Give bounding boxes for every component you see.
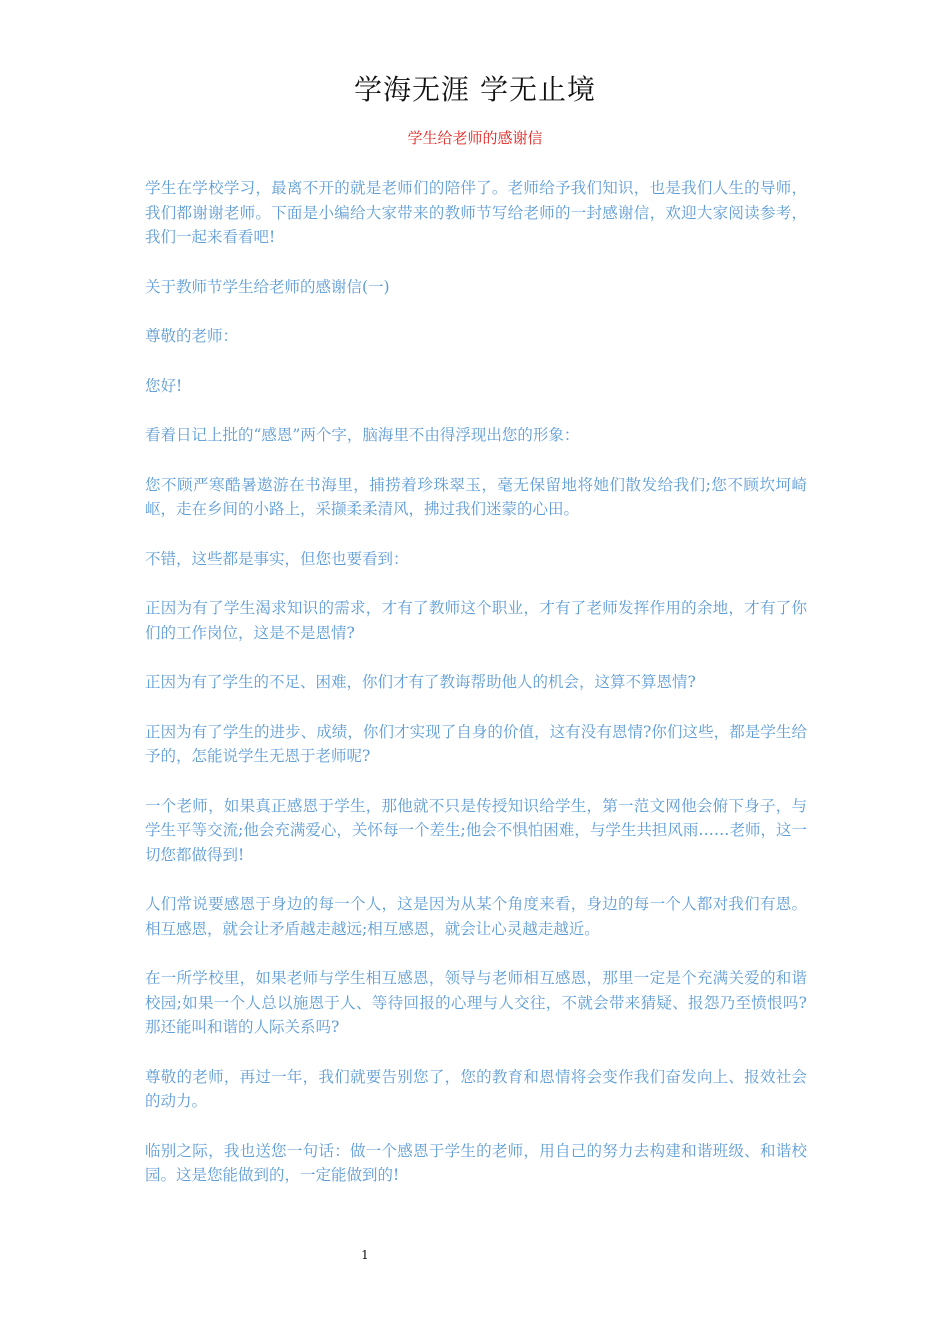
paragraph: 一个老师，如果真正感恩于学生，那他就不只是传授知识给学生，第一范文网他会俯下身子，与学生平等交流;他会充满爱心，关怀每一个差生;他会不惧怕困难，与学生共担风雨……老师，这一切您都做得到!: [145, 796, 807, 864]
paragraph: 您不顾严寒酷暑遨游在书海里，捕捞着珍珠翠玉，毫无保留地将她们散发给我们;您不顾坎坷崎岖，走在乡间的小路上，采撷柔柔清风，拂过我们迷蒙的心田。: [145, 475, 807, 518]
paragraph: 尊敬的老师，再过一年，我们就要告别您了，您的教育和恩情将会变作我们奋发向上、报效社会的动力。: [145, 1067, 807, 1110]
paragraph: 临别之际，我也送您一句话：做一个感恩于学生的老师，用自己的努力去构建和谐班级、和谐校园。这是您能做到的，一定能做到的!: [145, 1141, 807, 1184]
document-body: [145, 176, 807, 1213]
paragraph: 看着日记上批的“感恩”两个字，脑海里不由得浮现出您的形象：: [145, 426, 580, 444]
paragraph: 尊敬的老师：: [145, 327, 239, 345]
header-title: 学海无涯 学无止境: [354, 73, 596, 106]
paragraph: 正因为有了学生渴求知识的需求，才有了教师这个职业，才有了老师发挥作用的余地，才有了你们的工作岗位，这是不是恩情?: [145, 599, 807, 642]
paragraph: 正因为有了学生的进步、成绩，你们才实现了自身的价值，这有没有恩情?你们这些，都是学生给予的，怎能说学生无恩于老师呢?: [145, 722, 807, 765]
page-number: 1: [361, 1248, 369, 1262]
paragraph: 人们常说要感恩于身边的每一个人，这是因为从某个角度来看，身边的每一个人都对我们有恩。相互感恩，就会让矛盾越走越远;相互感恩，就会让心灵越走越近。: [145, 895, 807, 938]
paragraph: 关于教师节学生给老师的感谢信(一): [145, 277, 390, 296]
paragraph: 不错，这些都是事实，但您也要看到：: [145, 549, 409, 568]
paragraph: 在一所学校里，如果老师与学生相互感恩，领导与老师相互感恩，那里一定是个充满关爱的和谐校园;如果一个人总以施恩于人、等待回报的心理与人交往，不就会带来猜疑、报怨乃至愤恨吗?那还能叫和谐的人际关系吗?: [145, 969, 807, 1036]
paragraph: 正因为有了学生的不足、困难，你们才有了教诲帮助他人的机会，这算不算恩情?: [145, 673, 696, 691]
document-title: 学生给老师的感谢信: [407, 129, 543, 147]
paragraph: 学生在学校学习，最离不开的就是老师们的陪伴了。老师给予我们知识，也是我们人生的导师，我们都谢谢老师。下面是小编给大家带来的教师节写给老师的一封感谢信，欢迎大家阅读参考，我们一起来看看吧!: [145, 179, 807, 246]
paragraph: 您好!: [145, 376, 183, 395]
